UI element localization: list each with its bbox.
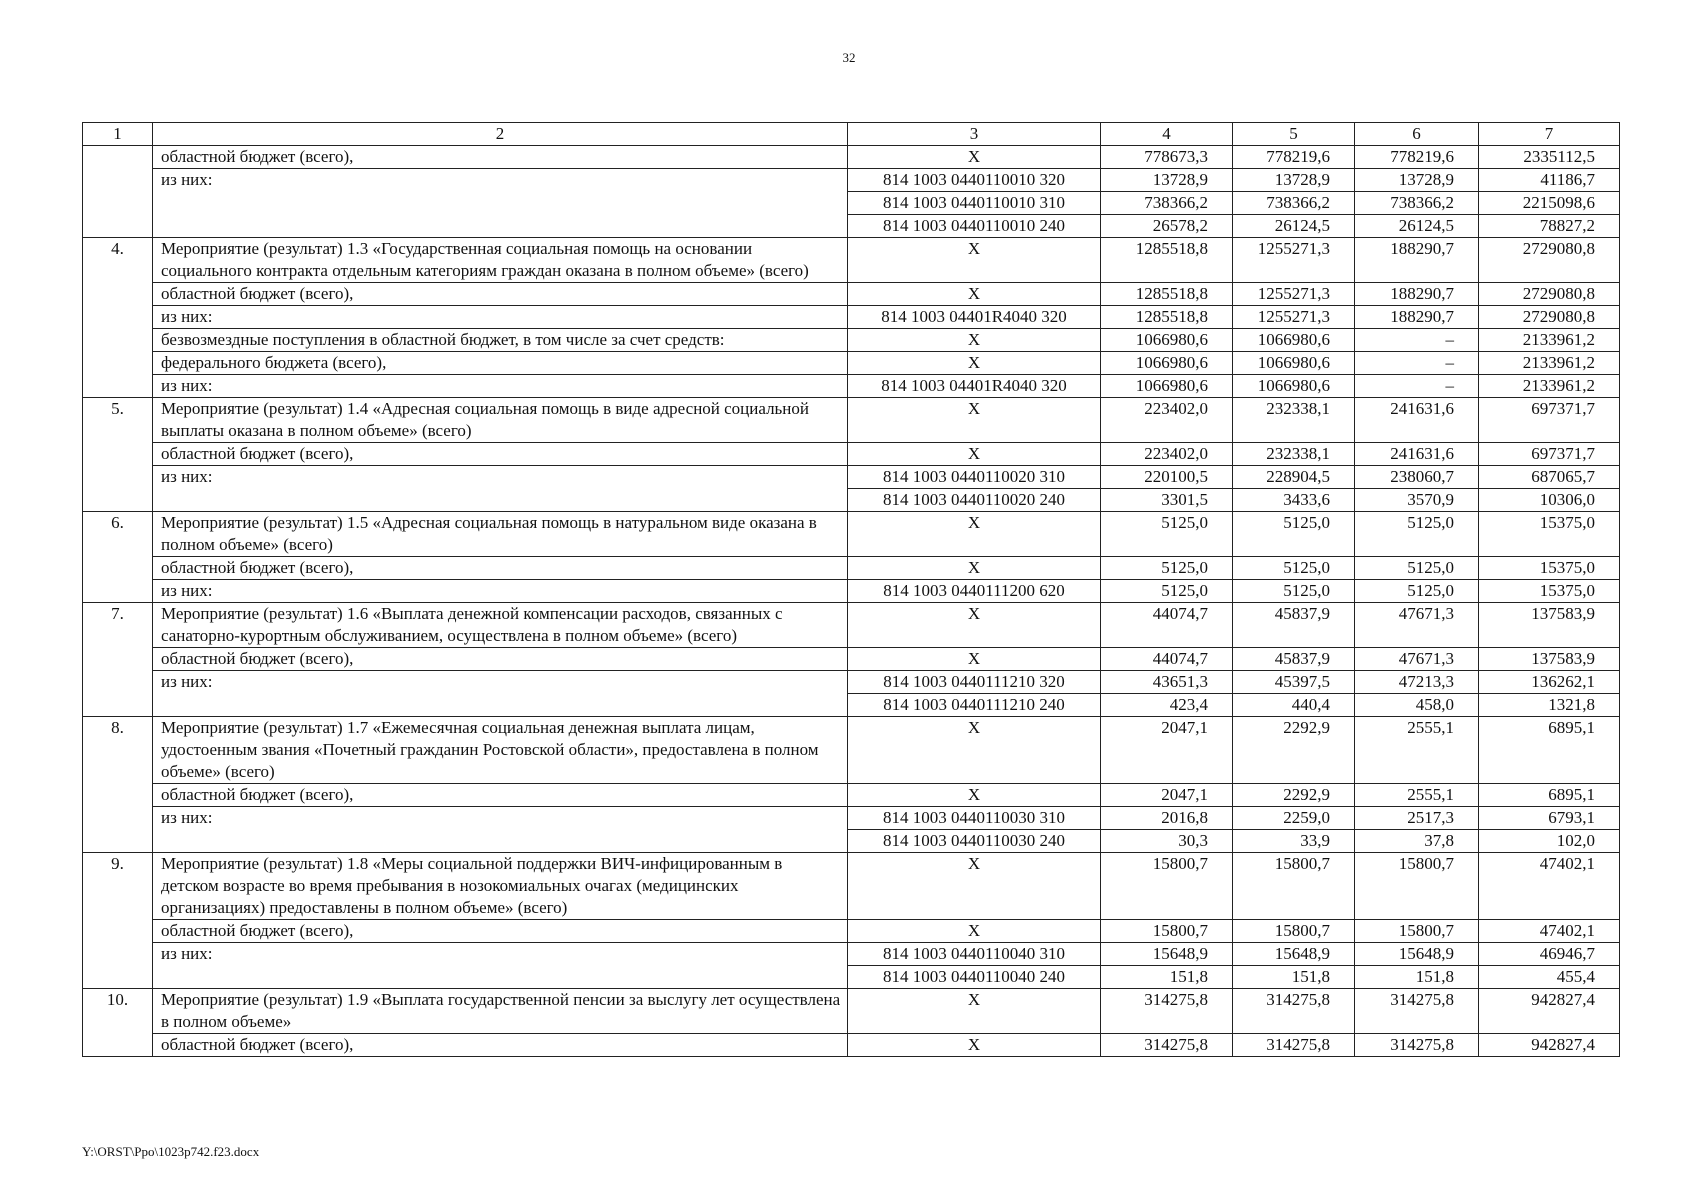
value-cell-col7: 10306,0 bbox=[1479, 489, 1620, 512]
row-number-cell: 9. bbox=[83, 853, 153, 920]
description-cell: Мероприятие (результат) 1.8 «Меры социальной поддержки ВИЧ-инфицированным в детском возрасте во время пребывания в нозокомиальных очагах (медицинских организациях) предоставлены в полном объеме» (всего) bbox=[153, 853, 848, 920]
value-cell-col5: 228904,5 bbox=[1233, 466, 1355, 489]
value-cell-col4: 5125,0 bbox=[1101, 580, 1233, 603]
value-cell-col7: 102,0 bbox=[1479, 830, 1620, 853]
value-cell-col4: 1066980,6 bbox=[1101, 375, 1233, 398]
budget-code-cell: 814 1003 0440110020 310 bbox=[848, 466, 1101, 489]
value-cell-col4: 44074,7 bbox=[1101, 648, 1233, 671]
value-cell-col6: 314275,8 bbox=[1355, 1034, 1479, 1057]
table-row bbox=[83, 694, 1620, 717]
row-number-cell: 6. bbox=[83, 512, 153, 557]
value-cell-col7: 47402,1 bbox=[1479, 920, 1620, 943]
table-row bbox=[83, 989, 1620, 1034]
budget-code-cell: X bbox=[848, 146, 1101, 169]
value-cell-col5: 15648,9 bbox=[1233, 943, 1355, 966]
value-cell-col4: 15800,7 bbox=[1101, 920, 1233, 943]
table-row bbox=[83, 603, 1620, 648]
description-cell: областной бюджет (всего), bbox=[153, 283, 848, 306]
value-cell-col7: 15375,0 bbox=[1479, 580, 1620, 603]
budget-code-cell: X bbox=[848, 329, 1101, 352]
row-number-cell bbox=[83, 671, 153, 694]
description-cell: областной бюджет (всего), bbox=[153, 443, 848, 466]
description-cell: из них: bbox=[153, 466, 848, 489]
value-cell-col5: 232338,1 bbox=[1233, 398, 1355, 443]
budget-code-cell: 814 1003 0440110010 320 bbox=[848, 169, 1101, 192]
description-cell: областной бюджет (всего), bbox=[153, 784, 848, 807]
column-header: 7 bbox=[1479, 123, 1620, 146]
value-cell-col5: 1255271,3 bbox=[1233, 306, 1355, 329]
value-cell-col7: 2133961,2 bbox=[1479, 329, 1620, 352]
description-cell: Мероприятие (результат) 1.5 «Адресная социальная помощь в натуральном виде оказана в полном объеме» (всего) bbox=[153, 512, 848, 557]
value-cell-col6: 5125,0 bbox=[1355, 512, 1479, 557]
value-cell-col5: 45837,9 bbox=[1233, 648, 1355, 671]
table-row bbox=[83, 238, 1620, 283]
budget-code-cell: 814 1003 0440110040 310 bbox=[848, 943, 1101, 966]
table-row bbox=[83, 853, 1620, 920]
value-cell-col7: 2133961,2 bbox=[1479, 375, 1620, 398]
row-number-cell bbox=[83, 966, 153, 989]
value-cell-col7: 697371,7 bbox=[1479, 398, 1620, 443]
description-cell: из них: bbox=[153, 807, 848, 830]
value-cell-col7: 687065,7 bbox=[1479, 466, 1620, 489]
value-cell-col6: 13728,9 bbox=[1355, 169, 1479, 192]
value-cell-col6: 314275,8 bbox=[1355, 989, 1479, 1034]
value-cell-col7: 137583,9 bbox=[1479, 648, 1620, 671]
value-cell-col6: – bbox=[1355, 329, 1479, 352]
value-cell-col6: 47671,3 bbox=[1355, 603, 1479, 648]
value-cell-col4: 314275,8 bbox=[1101, 989, 1233, 1034]
value-cell-col4: 314275,8 bbox=[1101, 1034, 1233, 1057]
value-cell-col6: 778219,6 bbox=[1355, 146, 1479, 169]
budget-code-cell: X bbox=[848, 784, 1101, 807]
value-cell-col5: 1066980,6 bbox=[1233, 329, 1355, 352]
value-cell-col4: 2047,1 bbox=[1101, 784, 1233, 807]
value-cell-col7: 47402,1 bbox=[1479, 853, 1620, 920]
budget-code-cell: 814 1003 0440110010 310 bbox=[848, 192, 1101, 215]
value-cell-col4: 13728,9 bbox=[1101, 169, 1233, 192]
description-cell: областной бюджет (всего), bbox=[153, 1034, 848, 1057]
budget-code-cell: X bbox=[848, 717, 1101, 784]
table-row bbox=[83, 966, 1620, 989]
value-cell-col7: 942827,4 bbox=[1479, 989, 1620, 1034]
budget-table bbox=[82, 122, 1620, 1057]
table-row bbox=[83, 466, 1620, 489]
row-number-cell bbox=[83, 489, 153, 512]
table-row bbox=[83, 557, 1620, 580]
value-cell-col5: 1066980,6 bbox=[1233, 375, 1355, 398]
budget-code-cell: X bbox=[848, 557, 1101, 580]
description-cell: Мероприятие (результат) 1.9 «Выплата государственной пенсии за выслугу лет осуществлена в полном объеме» bbox=[153, 989, 848, 1034]
budget-code-cell: 814 1003 04401R4040 320 bbox=[848, 306, 1101, 329]
value-cell-col5: 738366,2 bbox=[1233, 192, 1355, 215]
description-cell: федерального бюджета (всего), bbox=[153, 352, 848, 375]
value-cell-col6: – bbox=[1355, 375, 1479, 398]
row-number-cell bbox=[83, 580, 153, 603]
description-cell: областной бюджет (всего), bbox=[153, 146, 848, 169]
value-cell-col4: 1066980,6 bbox=[1101, 329, 1233, 352]
value-cell-col7: 6895,1 bbox=[1479, 717, 1620, 784]
table-row bbox=[83, 807, 1620, 830]
value-cell-col4: 151,8 bbox=[1101, 966, 1233, 989]
table-row bbox=[83, 648, 1620, 671]
table-body bbox=[83, 123, 1620, 1057]
budget-code-cell: X bbox=[848, 1034, 1101, 1057]
value-cell-col7: 697371,7 bbox=[1479, 443, 1620, 466]
description-cell: безвозмездные поступления в областной бюджет, в том числе за счет средств: bbox=[153, 329, 848, 352]
row-number-cell bbox=[83, 784, 153, 807]
header-row bbox=[83, 123, 1620, 146]
description-cell: из них: bbox=[153, 580, 848, 603]
column-header: 1 bbox=[83, 123, 153, 146]
row-number-cell: 8. bbox=[83, 717, 153, 784]
column-header: 3 bbox=[848, 123, 1101, 146]
description-cell: областной бюджет (всего), bbox=[153, 557, 848, 580]
value-cell-col4: 2047,1 bbox=[1101, 717, 1233, 784]
table-row bbox=[83, 671, 1620, 694]
description-cell: Мероприятие (результат) 1.4 «Адресная социальная помощь в виде адресной социальной выплаты оказана в полном объеме» (всего) bbox=[153, 398, 848, 443]
value-cell-col5: 314275,8 bbox=[1233, 1034, 1355, 1057]
value-cell-col7: 6793,1 bbox=[1479, 807, 1620, 830]
row-number-cell bbox=[83, 648, 153, 671]
row-number-cell bbox=[83, 920, 153, 943]
value-cell-col6: 37,8 bbox=[1355, 830, 1479, 853]
value-cell-col7: 1321,8 bbox=[1479, 694, 1620, 717]
value-cell-col4: 2016,8 bbox=[1101, 807, 1233, 830]
value-cell-col5: 15800,7 bbox=[1233, 853, 1355, 920]
table-row bbox=[83, 215, 1620, 238]
value-cell-col4: 26578,2 bbox=[1101, 215, 1233, 238]
value-cell-col6: 5125,0 bbox=[1355, 580, 1479, 603]
budget-code-cell: 814 1003 0440111210 240 bbox=[848, 694, 1101, 717]
page-number: 32 bbox=[842, 50, 856, 65]
table-row bbox=[83, 1034, 1620, 1057]
row-number-cell bbox=[83, 283, 153, 306]
value-cell-col7: 942827,4 bbox=[1479, 1034, 1620, 1057]
column-header: 6 bbox=[1355, 123, 1479, 146]
description-cell: из них: bbox=[153, 943, 848, 966]
table-row bbox=[83, 169, 1620, 192]
value-cell-col5: 1066980,6 bbox=[1233, 352, 1355, 375]
row-number-cell bbox=[83, 146, 153, 169]
value-cell-col6: 241631,6 bbox=[1355, 443, 1479, 466]
value-cell-col5: 2292,9 bbox=[1233, 717, 1355, 784]
row-number-cell: 7. bbox=[83, 603, 153, 648]
row-number-cell bbox=[83, 375, 153, 398]
description-cell bbox=[153, 215, 848, 238]
row-number-cell: 10. bbox=[83, 989, 153, 1034]
value-cell-col5: 232338,1 bbox=[1233, 443, 1355, 466]
value-cell-col4: 1285518,8 bbox=[1101, 283, 1233, 306]
budget-code-cell: 814 1003 0440111200 620 bbox=[848, 580, 1101, 603]
table-row bbox=[83, 443, 1620, 466]
description-cell: Мероприятие (результат) 1.6 «Выплата денежной компенсации расходов, связанных с санаторно-курортным обслуживанием, осуществлена в полном объеме» (всего) bbox=[153, 603, 848, 648]
budget-code-cell: X bbox=[848, 352, 1101, 375]
row-number-cell bbox=[83, 830, 153, 853]
row-number-cell bbox=[83, 352, 153, 375]
table-row bbox=[83, 784, 1620, 807]
value-cell-col7: 136262,1 bbox=[1479, 671, 1620, 694]
value-cell-col4: 15800,7 bbox=[1101, 853, 1233, 920]
value-cell-col5: 151,8 bbox=[1233, 966, 1355, 989]
value-cell-col5: 314275,8 bbox=[1233, 989, 1355, 1034]
value-cell-col5: 45397,5 bbox=[1233, 671, 1355, 694]
budget-code-cell: X bbox=[848, 283, 1101, 306]
table-row bbox=[83, 398, 1620, 443]
value-cell-col7: 78827,2 bbox=[1479, 215, 1620, 238]
value-cell-col5: 778219,6 bbox=[1233, 146, 1355, 169]
budget-code-cell: X bbox=[848, 512, 1101, 557]
value-cell-col5: 2292,9 bbox=[1233, 784, 1355, 807]
description-cell: областной бюджет (всего), bbox=[153, 648, 848, 671]
value-cell-col4: 1285518,8 bbox=[1101, 238, 1233, 283]
table-row bbox=[83, 717, 1620, 784]
value-cell-col4: 44074,7 bbox=[1101, 603, 1233, 648]
value-cell-col6: 15800,7 bbox=[1355, 920, 1479, 943]
value-cell-col7: 46946,7 bbox=[1479, 943, 1620, 966]
table-row bbox=[83, 512, 1620, 557]
description-cell bbox=[153, 489, 848, 512]
value-cell-col7: 2335112,5 bbox=[1479, 146, 1620, 169]
value-cell-col4: 223402,0 bbox=[1101, 398, 1233, 443]
budget-code-cell: 814 1003 0440110030 310 bbox=[848, 807, 1101, 830]
table-row bbox=[83, 306, 1620, 329]
value-cell-col6: 47671,3 bbox=[1355, 648, 1479, 671]
value-cell-col5: 440,4 bbox=[1233, 694, 1355, 717]
table-row bbox=[83, 329, 1620, 352]
value-cell-col6: 26124,5 bbox=[1355, 215, 1479, 238]
table-row bbox=[83, 283, 1620, 306]
value-cell-col5: 1255271,3 bbox=[1233, 238, 1355, 283]
description-cell: Мероприятие (результат) 1.3 «Государственная социальная помощь на основании социального контракта отдельным категориям граждан оказана в полном объеме» (всего) bbox=[153, 238, 848, 283]
value-cell-col4: 5125,0 bbox=[1101, 557, 1233, 580]
row-number-cell bbox=[83, 329, 153, 352]
row-number-cell bbox=[83, 443, 153, 466]
description-cell bbox=[153, 966, 848, 989]
value-cell-col6: – bbox=[1355, 352, 1479, 375]
value-cell-col4: 30,3 bbox=[1101, 830, 1233, 853]
value-cell-col7: 2729080,8 bbox=[1479, 283, 1620, 306]
budget-code-cell: 814 1003 0440110040 240 bbox=[848, 966, 1101, 989]
budget-code-cell: X bbox=[848, 989, 1101, 1034]
budget-code-cell: 814 1003 0440110010 240 bbox=[848, 215, 1101, 238]
value-cell-col4: 778673,3 bbox=[1101, 146, 1233, 169]
row-number-cell bbox=[83, 169, 153, 192]
column-header: 5 bbox=[1233, 123, 1355, 146]
value-cell-col5: 33,9 bbox=[1233, 830, 1355, 853]
description-cell: из них: bbox=[153, 671, 848, 694]
row-number-cell: 5. bbox=[83, 398, 153, 443]
value-cell-col6: 188290,7 bbox=[1355, 238, 1479, 283]
table-row bbox=[83, 192, 1620, 215]
description-cell: из них: bbox=[153, 169, 848, 192]
value-cell-col4: 423,4 bbox=[1101, 694, 1233, 717]
budget-code-cell: 814 1003 04401R4040 320 bbox=[848, 375, 1101, 398]
budget-code-cell: X bbox=[848, 853, 1101, 920]
description-cell: из них: bbox=[153, 375, 848, 398]
value-cell-col5: 5125,0 bbox=[1233, 512, 1355, 557]
value-cell-col4: 15648,9 bbox=[1101, 943, 1233, 966]
value-cell-col4: 43651,3 bbox=[1101, 671, 1233, 694]
budget-code-cell: X bbox=[848, 238, 1101, 283]
row-number-cell bbox=[83, 1034, 153, 1057]
value-cell-col5: 5125,0 bbox=[1233, 557, 1355, 580]
description-cell bbox=[153, 192, 848, 215]
budget-code-cell: 814 1003 0440110020 240 bbox=[848, 489, 1101, 512]
value-cell-col6: 188290,7 bbox=[1355, 306, 1479, 329]
value-cell-col6: 47213,3 bbox=[1355, 671, 1479, 694]
value-cell-col6: 458,0 bbox=[1355, 694, 1479, 717]
value-cell-col6: 151,8 bbox=[1355, 966, 1479, 989]
value-cell-col4: 1285518,8 bbox=[1101, 306, 1233, 329]
value-cell-col4: 738366,2 bbox=[1101, 192, 1233, 215]
value-cell-col7: 455,4 bbox=[1479, 966, 1620, 989]
value-cell-col7: 2729080,8 bbox=[1479, 238, 1620, 283]
budget-code-cell: 814 1003 0440111210 320 bbox=[848, 671, 1101, 694]
row-number-cell bbox=[83, 192, 153, 215]
value-cell-col5: 15800,7 bbox=[1233, 920, 1355, 943]
budget-code-cell: X bbox=[848, 648, 1101, 671]
row-number-cell: 4. bbox=[83, 238, 153, 283]
budget-code-cell: 814 1003 0440110030 240 bbox=[848, 830, 1101, 853]
table-row bbox=[83, 920, 1620, 943]
table-row bbox=[83, 352, 1620, 375]
value-cell-col6: 2517,3 bbox=[1355, 807, 1479, 830]
value-cell-col6: 5125,0 bbox=[1355, 557, 1479, 580]
value-cell-col6: 738366,2 bbox=[1355, 192, 1479, 215]
description-cell: из них: bbox=[153, 306, 848, 329]
value-cell-col7: 2133961,2 bbox=[1479, 352, 1620, 375]
table-row bbox=[83, 580, 1620, 603]
value-cell-col5: 45837,9 bbox=[1233, 603, 1355, 648]
footer-file-path: Y:\ORST\Ppo\1023p742.f23.docx bbox=[82, 1144, 260, 1159]
row-number-cell bbox=[83, 306, 153, 329]
table-row bbox=[83, 146, 1620, 169]
value-cell-col4: 223402,0 bbox=[1101, 443, 1233, 466]
value-cell-col5: 13728,9 bbox=[1233, 169, 1355, 192]
value-cell-col5: 1255271,3 bbox=[1233, 283, 1355, 306]
table-row bbox=[83, 489, 1620, 512]
value-cell-col7: 2215098,6 bbox=[1479, 192, 1620, 215]
value-cell-col4: 5125,0 bbox=[1101, 512, 1233, 557]
row-number-cell bbox=[83, 943, 153, 966]
row-number-cell bbox=[83, 215, 153, 238]
value-cell-col5: 2259,0 bbox=[1233, 807, 1355, 830]
budget-code-cell: X bbox=[848, 443, 1101, 466]
value-cell-col4: 220100,5 bbox=[1101, 466, 1233, 489]
value-cell-col7: 2729080,8 bbox=[1479, 306, 1620, 329]
value-cell-col6: 3570,9 bbox=[1355, 489, 1479, 512]
budget-code-cell: X bbox=[848, 920, 1101, 943]
row-number-cell bbox=[83, 694, 153, 717]
description-cell: Мероприятие (результат) 1.7 «Ежемесячная социальная денежная выплата лицам, удостоенным звания «Почетный гражданин Ростовской области», предоставлена в полном объеме» (всего) bbox=[153, 717, 848, 784]
value-cell-col7: 15375,0 bbox=[1479, 512, 1620, 557]
value-cell-col4: 1066980,6 bbox=[1101, 352, 1233, 375]
value-cell-col5: 26124,5 bbox=[1233, 215, 1355, 238]
description-cell bbox=[153, 694, 848, 717]
value-cell-col7: 15375,0 bbox=[1479, 557, 1620, 580]
value-cell-col6: 238060,7 bbox=[1355, 466, 1479, 489]
table-row bbox=[83, 943, 1620, 966]
value-cell-col7: 6895,1 bbox=[1479, 784, 1620, 807]
column-header: 4 bbox=[1101, 123, 1233, 146]
value-cell-col5: 5125,0 bbox=[1233, 580, 1355, 603]
row-number-cell bbox=[83, 557, 153, 580]
description-cell bbox=[153, 830, 848, 853]
value-cell-col6: 188290,7 bbox=[1355, 283, 1479, 306]
value-cell-col6: 2555,1 bbox=[1355, 717, 1479, 784]
row-number-cell bbox=[83, 466, 153, 489]
value-cell-col6: 15800,7 bbox=[1355, 853, 1479, 920]
description-cell: областной бюджет (всего), bbox=[153, 920, 848, 943]
value-cell-col6: 15648,9 bbox=[1355, 943, 1479, 966]
table-row bbox=[83, 830, 1620, 853]
value-cell-col5: 3433,6 bbox=[1233, 489, 1355, 512]
table-row bbox=[83, 375, 1620, 398]
column-header: 2 bbox=[153, 123, 848, 146]
value-cell-col4: 3301,5 bbox=[1101, 489, 1233, 512]
budget-code-cell: X bbox=[848, 603, 1101, 648]
value-cell-col7: 41186,7 bbox=[1479, 169, 1620, 192]
value-cell-col6: 241631,6 bbox=[1355, 398, 1479, 443]
row-number-cell bbox=[83, 807, 153, 830]
value-cell-col7: 137583,9 bbox=[1479, 603, 1620, 648]
value-cell-col6: 2555,1 bbox=[1355, 784, 1479, 807]
budget-code-cell: X bbox=[848, 398, 1101, 443]
